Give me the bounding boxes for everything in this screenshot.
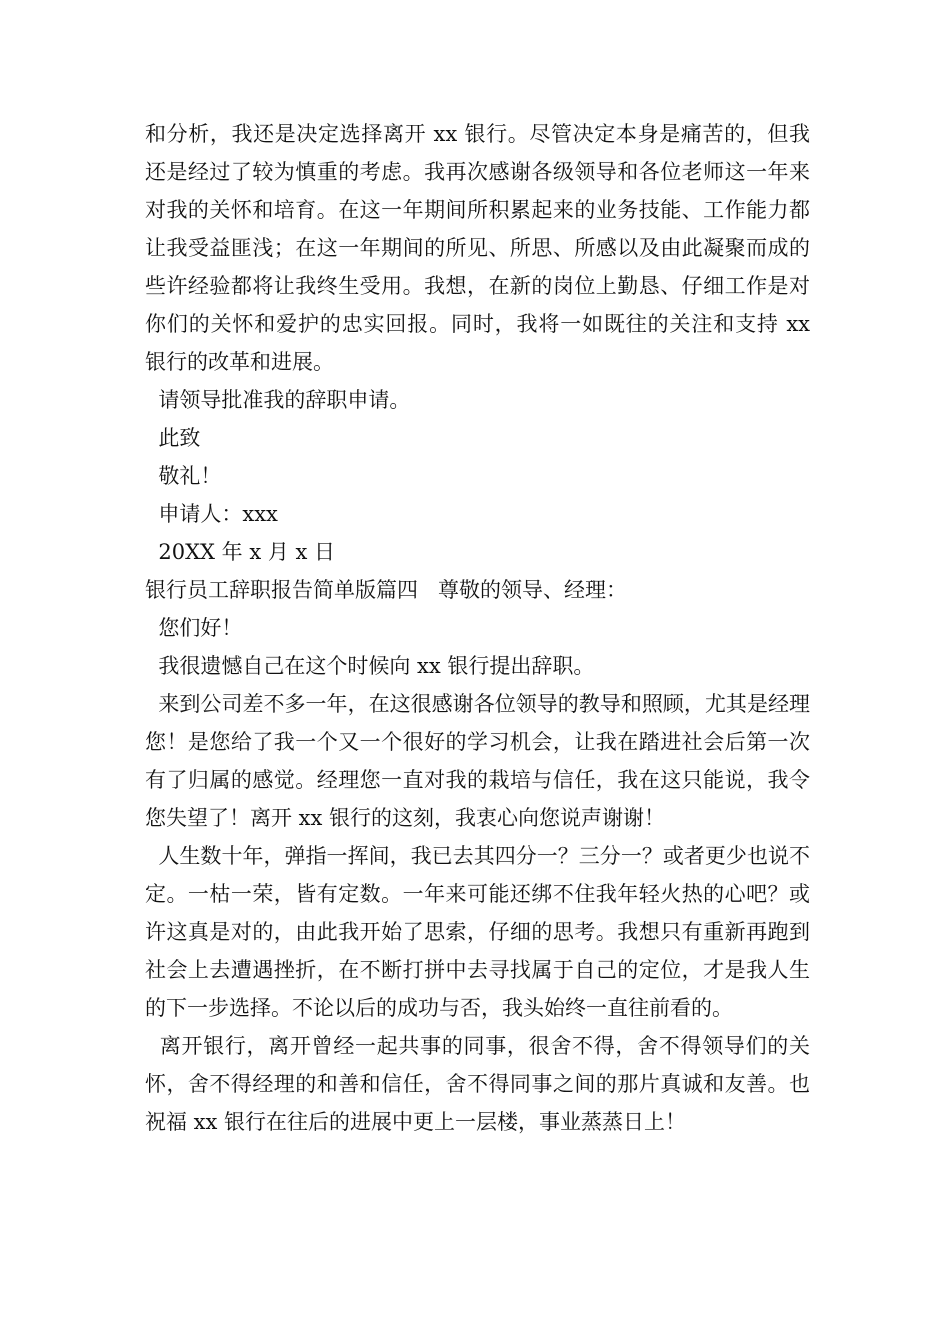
- document-body: [145, 115, 817, 1141]
- paragraph-request: 请领导批准我的辞职申请。: [145, 388, 411, 412]
- paragraph-date: 20XX 年 x 月 x 日: [145, 540, 336, 564]
- paragraph-section-heading: 银行员工辞职报告简单版篇四 尊敬的领导、经理：: [145, 578, 628, 602]
- paragraph-continuation: 和分析，我还是决定选择离开 xx 银行。尽管决定本身是痛苦的，但我还是经过了较为慎重的考虑。我再次感谢各级领导和各位老师这一年来对我的关怀和培育。在这一年期间所积累起来的业务技能、工作能力都让我受益匪浅；在这一年期间的所见、所思、所感以及由此凝聚而成的些许经验都将让我终生受用。我想，在新的岗位上勤恳、仔细工作是对你们的关怀和爱护的忠实回报。同时，我将一如既往的关注和支持 xx 银行的改革和进展。: [145, 122, 817, 374]
- paragraph-greeting: 您们好！: [145, 616, 243, 640]
- paragraph-thanks: 来到公司差不多一年，在这很感谢各位领导的教导和照顾，尤其是经理您！是您给了我一个又一个很好的学习机会，让我在踏进社会后第一次有了归属的感觉。经理您一直对我的栽培与信任，我在这只能说，我令您失望了！离开 xx 银行的这刻，我衷心向您说声谢谢！: [145, 692, 810, 830]
- paragraph-applicant: 申请人：xxx: [145, 502, 278, 526]
- paragraph-salutation-jingli: 敬礼！: [145, 464, 222, 488]
- paragraph-reflection: 人生数十年，弹指一挥间，我已去其四分一？三分一？或者更少也说不定。一枯一荣，皆有定数。一年来可能还绑不住我年轻火热的心吧？或许这真是对的，由此我开始了思索，仔细的思考。我想只有重新再跑到社会上去遭遇挫折，在不断打拼中去寻找属于自己的定位，才是我人生的下一步选择。不论以后的成功与否，我头始终一直往前看的。: [145, 844, 810, 1020]
- paragraph-farewell: 离开银行，离开曾经一起共事的同事，很舍不得，舍不得领导们的关怀，舍不得经理的和善和信任，舍不得同事之间的那片真诚和友善。也祝福 xx 银行在往后的进展中更上一层楼，事业蒸蒸日上！: [145, 1034, 810, 1134]
- paragraph-salutation-cizhi: 此致: [145, 426, 201, 450]
- paragraph-regret: 我很遗憾自己在这个时候向 xx 银行提出辞职。: [145, 654, 595, 678]
